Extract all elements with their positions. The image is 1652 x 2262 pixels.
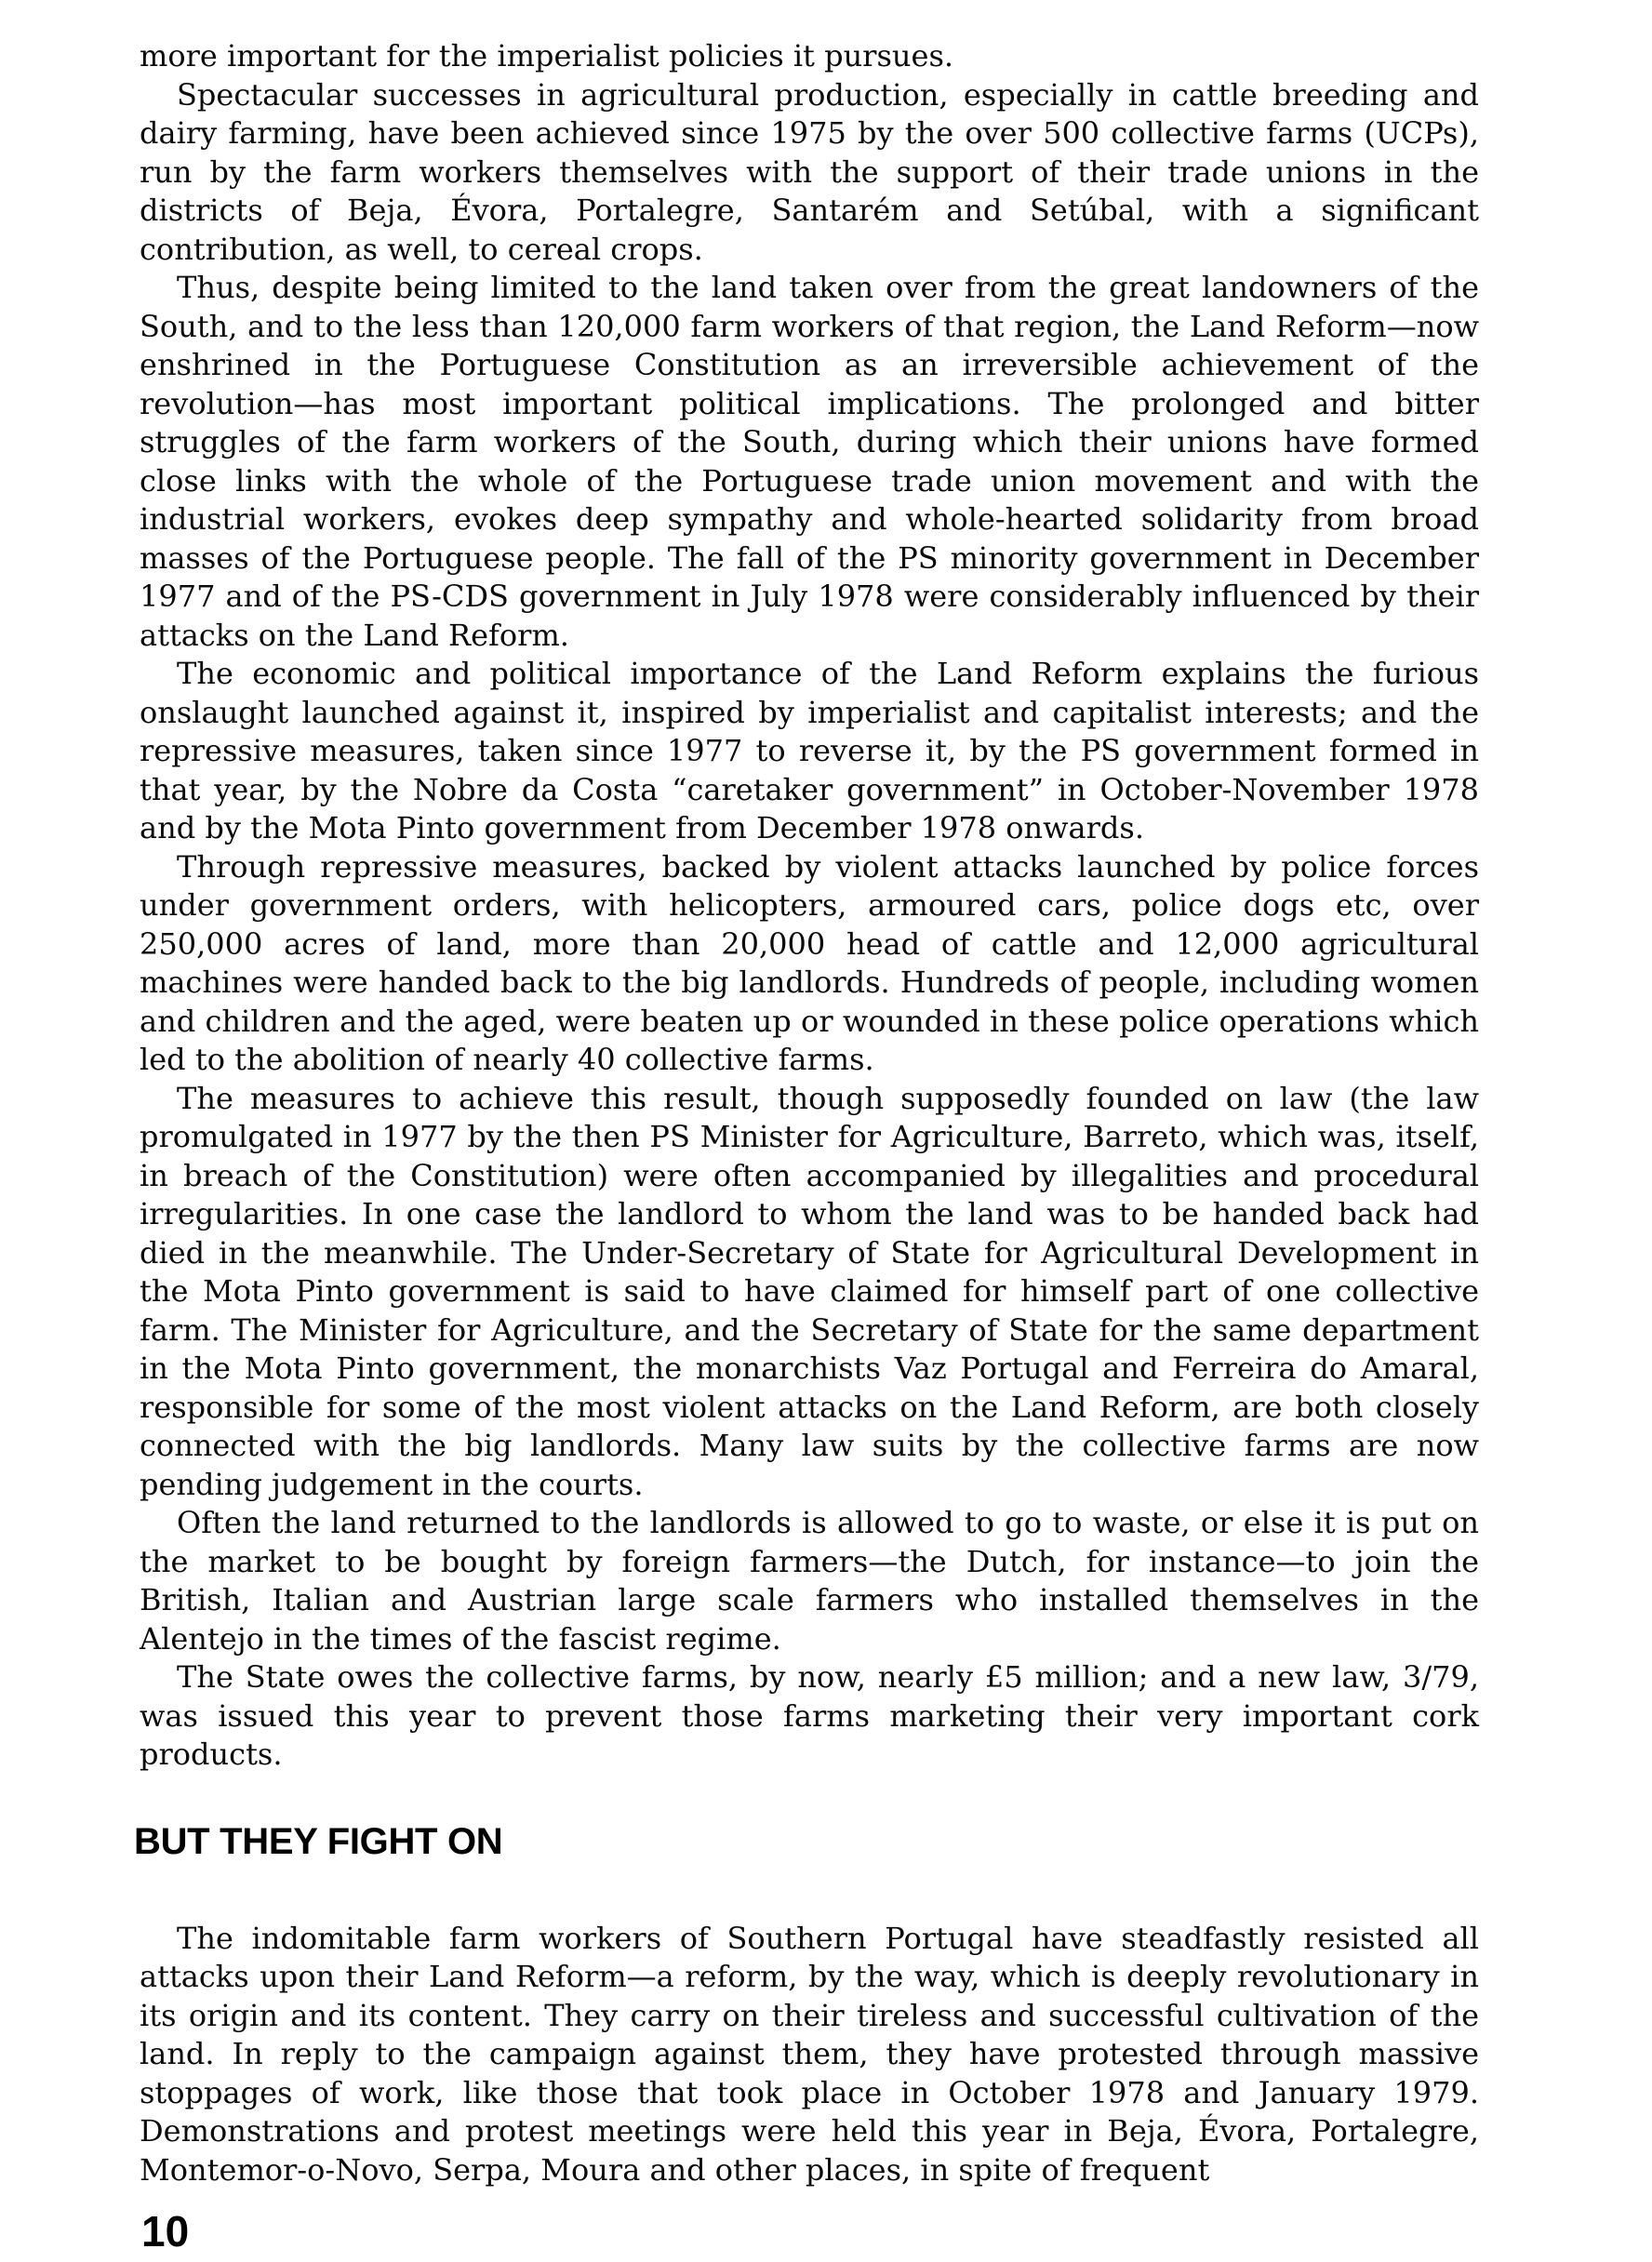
paragraph-agricultural-successes: Spectacular successes in agricultural production, especially in cattle breeding and dairy farming, have been achieved since 1975 by the over 500 collective farms (UCPs), run by the farm workers themselves with the support of their trade unions in the districts of Beja, Évora, Portalegre, Santarém and Setúbal, with a significant contribution, as well, to cereal crops.: [140, 76, 1479, 267]
paragraph-onslaught: The economic and political importance of the Land Reform explains the furious onslaught launched against it, inspired by imperialist and capitalist interests; and the repressive measures, taken since 1977 to reverse it, by the PS government formed in that year, by the Nobre da Costa “caretaker government” in October-November 1978 and by the Mota Pinto government from December 1978 onwards.: [140, 656, 1479, 845]
paragraph-continued: more important for the imperialist policies it pursues.: [140, 38, 954, 73]
paragraph-resistance: The indomitable farm workers of Southern Portugal have steadfastly resisted all attacks upon their Land Reform—a reform, by the way, which is deeply revolutionary in its origin and its content. They carry on their tireless and successful cultivation of the land. In reply to the campaign against them, they have protested through massive stoppages of work, like those that took place in October 1978 and January 1979. Demonstrations and protest meetings were held this year in Beja, Évora, Portalegre, Montemor-o-Novo, Serpa, Moura and other places, in spite of frequent: [140, 1920, 1479, 2188]
page-body: [134, 37, 1479, 2189]
paragraph-state-debt: The State owes the collective farms, by now, nearly £5 million; and a new law, 3/79, was issued this year to prevent those farms marketing their very important cork products.: [140, 1659, 1479, 1772]
section-heading: BUT THEY FIGHT ON: [134, 1820, 503, 1862]
paragraph-illegalities: The measures to achieve this result, though supposedly founded on law (the law promulgated in 1977 by the then PS Minister for Agriculture, Barreto, which was, itself, in breach of the Constitution) were often accompanied by illegalities and procedural irregularities. In one case the landlord to whom the land was to be handed back had died in the meanwhile. The Under-Secretary of State for Agricultural Development in the Mota Pinto government is said to have claimed for himself part of one collective farm. The Minister for Agriculture, and the Secretary of State for the same department in the Mota Pinto government, the monarchists Vaz Portugal and Ferreira do Amaral, responsible for some of the most violent attacks on the Land Reform, are both closely connected with the big landlords. Many law suits by the collective farms are now pending judgement in the courts.: [140, 1080, 1479, 1502]
paragraph-repressive-measures: Through repressive measures, backed by violent attacks launched by police forces under government orders, with helicopters, armoured cars, police dogs etc, over 250,000 acres of land, more than 20,000 head of cattle and 12,000 agricultural machines were handed back to the big landlords. Hundreds of people, including women and children and the aged, were beaten up or wounded in these police operations which led to the abolition of nearly 40 collective farms.: [140, 848, 1479, 1077]
page-number: 10: [141, 2207, 190, 2255]
paragraph-land-waste: Often the land returned to the landlords is allowed to go to waste, or else it is put on the market to be bought by foreign farmers—the Dutch, for instance—to join the British, Italian and Austrian large scale farmers who installed themselves in the Alentejo in the times of the fascist regime.: [140, 1505, 1479, 1657]
paragraph-political-implications: Thus, despite being limited to the land taken over from the great landowners of the South, and to the less than 120,000 farm workers of that region, the Land Reform—now enshrined in the Portuguese Constitution as an irreversible achievement of the revolution—has most important political implications. The prolonged and bitter struggles of the farm workers of the South, during which their unions have formed close links with the whole of the Portuguese trade union movement and with the industrial workers, evokes deep sympathy and whole-hearted solidarity from broad masses of the Portuguese people. The fall of the PS minority government in December 1977 and of the PS-CDS government in July 1978 were considerably influenced by their attacks on the Land Reform.: [140, 270, 1479, 653]
